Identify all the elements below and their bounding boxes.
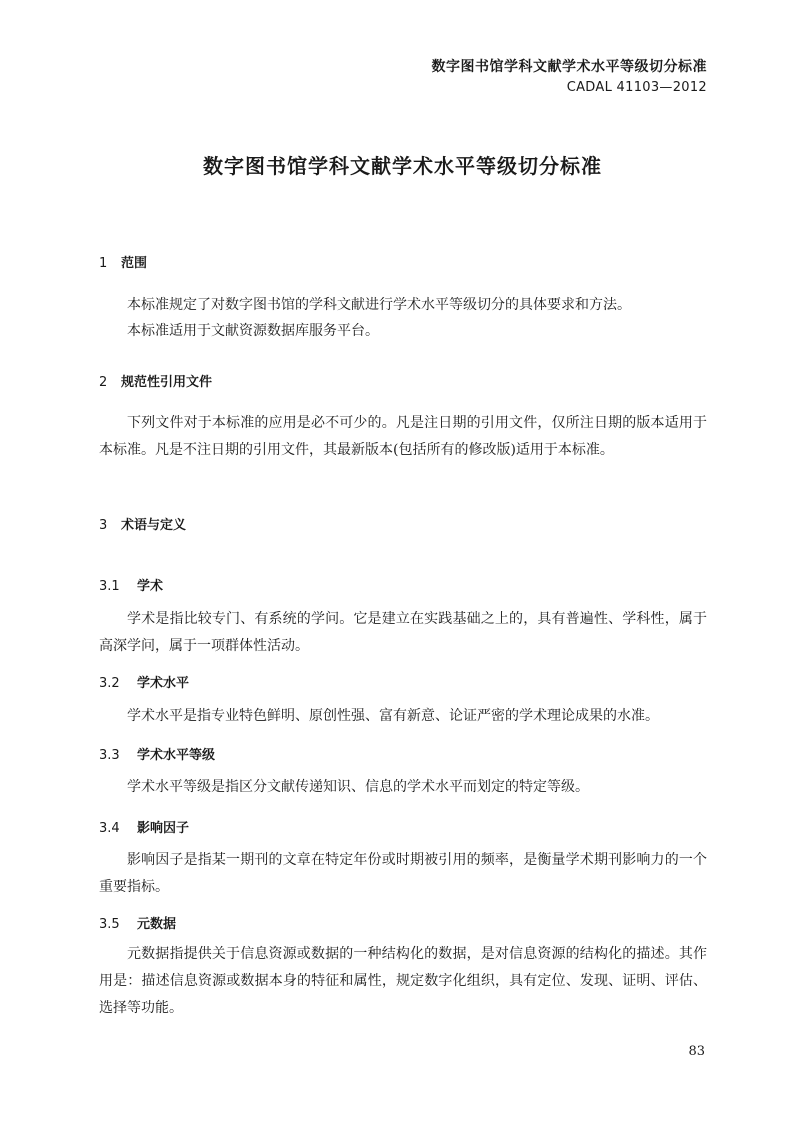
section-3-2-paragraph: 学术水平是指专业特色鲜明、原创性强、富有新意、论证严密的学术理论成果的水准。 (127, 708, 659, 724)
section-3-4-paragraph: 影响因子是指某一期刊的文章在特定年份或时期被引用的频率，是衡量学术期刊影响力的一个重要指标。 (99, 852, 707, 895)
section-number: 3.1 (99, 579, 120, 594)
section-3-2-heading (99, 672, 189, 691)
section-1-paragraph-2: 本标准适用于文献资源数据库服务平台。 (127, 323, 379, 339)
section-number: 2 (99, 375, 108, 390)
section-title: 元数据 (137, 917, 177, 932)
page-number: 83 (688, 1044, 705, 1059)
section-title: 学术 (137, 579, 164, 594)
section-title: 规范性引用文件 (121, 375, 213, 390)
section-number: 3.3 (99, 748, 120, 763)
section-3-5-heading (99, 913, 176, 932)
section-number: 1 (99, 256, 108, 271)
page-title: 数字图书馆学科文献学术水平等级切分标准 (203, 154, 602, 178)
section-3-3-heading (99, 744, 215, 763)
section-title: 范围 (121, 256, 148, 271)
section-3-5-paragraph: 元数据指提供关于信息资源或数据的一种结构化的数据，是对信息资源的结构化的描述。其作用是：描述信息资源或数据本身的特征和属性，规定数字化组织，具有定位、发现、证明、评估、选择等功能。 (99, 946, 707, 1016)
section-3-3-paragraph: 学术水平等级是指区分文献传递知识、信息的学术水平而划定的特定等级。 (127, 779, 589, 795)
section-2-paragraph-1: 下列文件对于本标准的应用是必不可少的。凡是注日期的引用文件，仅所注日期的版本适用于本标准。凡是不注日期的引用文件，其最新版本(包括所有的修改版)适用于本标准。 (99, 415, 707, 458)
section-number: 3.5 (99, 917, 120, 932)
section-number: 3 (99, 518, 108, 533)
running-header-code: CADAL 41103—2012 (566, 80, 707, 95)
section-number: 3.2 (99, 676, 120, 691)
section-3-1-paragraph: 学术是指比较专门、有系统的学问。它是建立在实践基础之上的，具有普遍性、学科性，属于高深学问，属于一项群体性活动。 (99, 611, 707, 654)
section-1-paragraph-1: 本标准规定了对数字图书馆的学科文献进行学术水平等级切分的具体要求和方法。 (127, 297, 631, 313)
section-3-heading (99, 514, 186, 533)
section-title: 术语与定义 (121, 518, 187, 533)
section-title: 影响因子 (137, 821, 190, 836)
section-1-heading (99, 252, 147, 271)
section-title: 学术水平 (137, 676, 190, 691)
section-2-heading (99, 371, 212, 390)
running-header-title: 数字图书馆学科文献学术水平等级切分标准 (431, 59, 707, 75)
section-3-4-heading (99, 817, 189, 836)
section-3-1-heading (99, 575, 163, 594)
section-number: 3.4 (99, 821, 120, 836)
section-title: 学术水平等级 (137, 748, 216, 763)
